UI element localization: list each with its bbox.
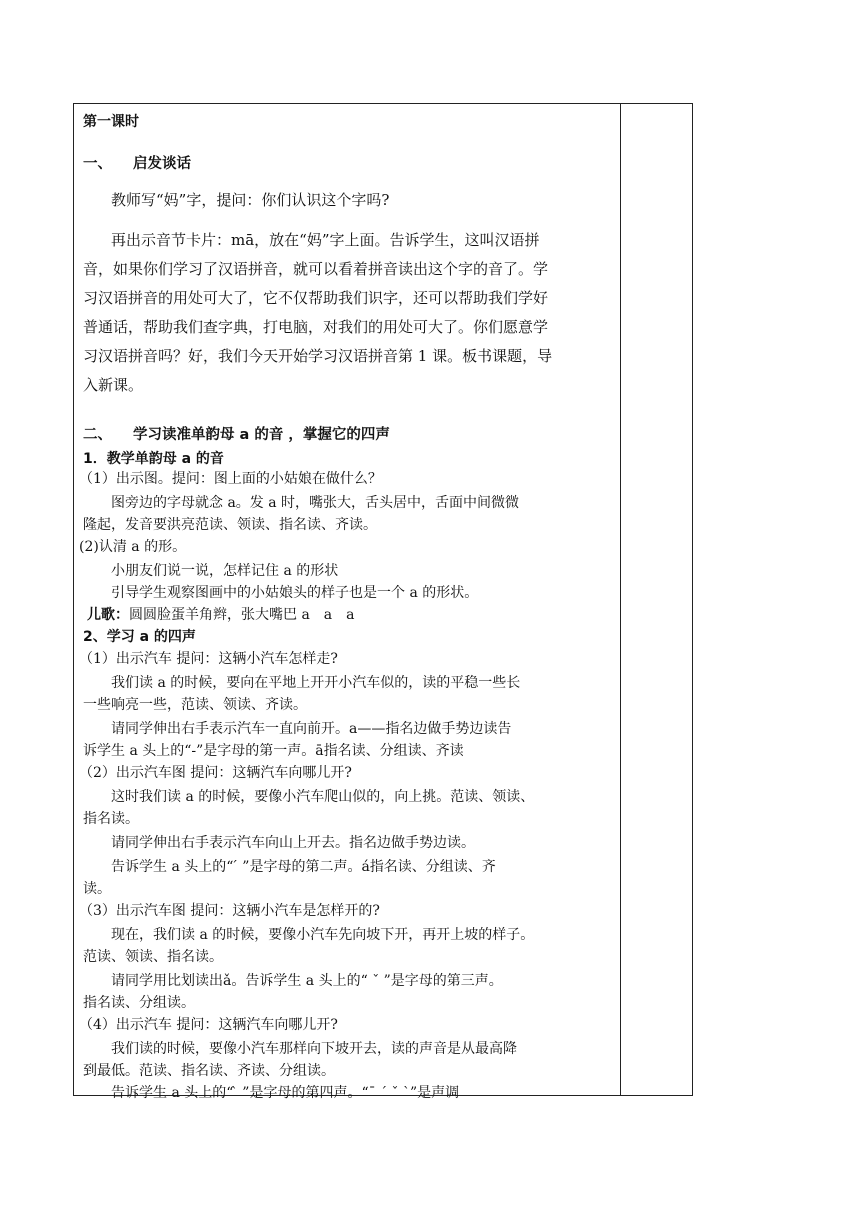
- text-line: （4）出示汽车 提问：这辆汽车向哪儿开?: [79, 1017, 338, 1033]
- subsection-heading: 2、学习 a 的四声: [83, 629, 196, 645]
- subsection-heading: 1．教学单韵母 a 的音: [83, 451, 224, 467]
- song-text: 圆圆脸蛋羊角辫，张大嘴巴 a a a: [129, 607, 355, 623]
- lesson-plan-table: [73, 103, 693, 1101]
- section-heading-1: [83, 154, 191, 174]
- text-line: 引导学生观察图画中的小姑娘头的样子也是一个 a 的形状。: [111, 585, 479, 601]
- text-line: 图旁边的字母就念 a。发 a 时，嘴张大，舌头居中，舌面中间微微: [111, 495, 520, 511]
- paragraph-line: 教师写“妈”字，提问：你们认识这个字吗?: [111, 191, 390, 209]
- text-line: (2)认清 a 的形。: [79, 539, 187, 555]
- text-line: 读。: [83, 881, 111, 897]
- text-line: 请同学伸出右手表示汽车一直向前开。a——指名边做手势边读告: [111, 721, 512, 737]
- text-line: 指名读。: [83, 811, 139, 827]
- paragraph-line: 习汉语拼音的用处可大了，它不仅帮助我们识字，还可以帮助我们学好: [83, 289, 549, 307]
- paragraph-line: 普通话，帮助我们查字典，打电脑，对我们的用处可大了。你们愿意学: [83, 318, 549, 336]
- section-title: 学习读准单韵母 a 的音 ，掌握它的四声: [133, 427, 390, 443]
- text-line: 告诉学生 a 头上的“ ́ ”是字母的第二声。á指名读、分组读、齐: [111, 859, 496, 875]
- section-heading-2: [83, 425, 390, 445]
- section-number: 二、: [83, 427, 112, 443]
- text-line: 我们读的时候，要像小汽车那样向下坡开去，读的声音是从最高降: [111, 1041, 517, 1057]
- song-line: [87, 605, 355, 625]
- paragraph-line: 入新课。: [83, 376, 144, 394]
- text-line: （1）出示汽车 提问：这辆小汽车怎样走?: [79, 651, 338, 667]
- text-line: 请同学伸出右手表示汽车向山上开去。指名边做手势边读。: [111, 835, 475, 851]
- text-line: 现在，我们读 a 的时候，要像小汽车先向坡下开，再开上坡的样子。: [111, 927, 535, 943]
- text-line: 诉学生 a 头上的“-”是字母的第一声。ā指名读、分组读、齐读: [83, 743, 464, 759]
- paragraph-line: 音，如果你们学习了汉语拼音，就可以看着拼音读出这个字的音了。学: [83, 260, 549, 278]
- lesson-title: 第一课时: [83, 114, 139, 130]
- text-line: 小朋友们说一说，怎样记住 a 的形状: [111, 563, 339, 579]
- text-line: （1）出示图。提问：图上面的小姑娘在做什么？: [79, 471, 382, 487]
- paragraph-line: 再出示音节卡片：mā，放在“妈”字上面。告诉学生，这叫汉语拼: [111, 231, 540, 249]
- text-line: 告诉学生 a 头上的“ ̀ ”是字母的第四声。“ˉ ˊ ˇ ˋ”是声调: [111, 1085, 460, 1101]
- song-label: 儿歌：: [87, 607, 129, 623]
- text-line: 这时我们读 a 的时候，要像小汽车爬山似的，向上挑。范读、领读、: [111, 789, 535, 805]
- paragraph-line: 习汉语拼音吗？好，我们今天开始学习汉语拼音第 1 课。板书课题，导: [83, 347, 553, 365]
- text-line: 到最低。范读、指名读、齐读、分组读。: [83, 1063, 335, 1079]
- text-line: 一些响亮一些，范读、领读、齐读。: [83, 697, 307, 713]
- text-line: 我们读 a 的时候，要向在平地上开开小汽车似的，读的平稳一些长: [111, 675, 521, 691]
- text-line: 隆起，发音要洪亮范读、领读、指名读、齐读。: [83, 517, 377, 533]
- section-number: 一、: [83, 156, 112, 172]
- text-line: （3）出示汽车图 提问：这辆小汽车是怎样开的?: [79, 903, 380, 919]
- column-divider: [620, 104, 621, 1095]
- text-line: 指名读、分组读。: [83, 995, 195, 1011]
- text-line: 请同学用比划读出ǎ。告诉学生 a 头上的“ ˇ ”是字母的第三声。: [111, 973, 503, 989]
- section-title: 启发谈话: [133, 156, 191, 172]
- text-line: （2）出示汽车图 提问：这辆汽车向哪儿开?: [79, 765, 352, 781]
- text-line: 范读、领读、指名读。: [83, 949, 223, 965]
